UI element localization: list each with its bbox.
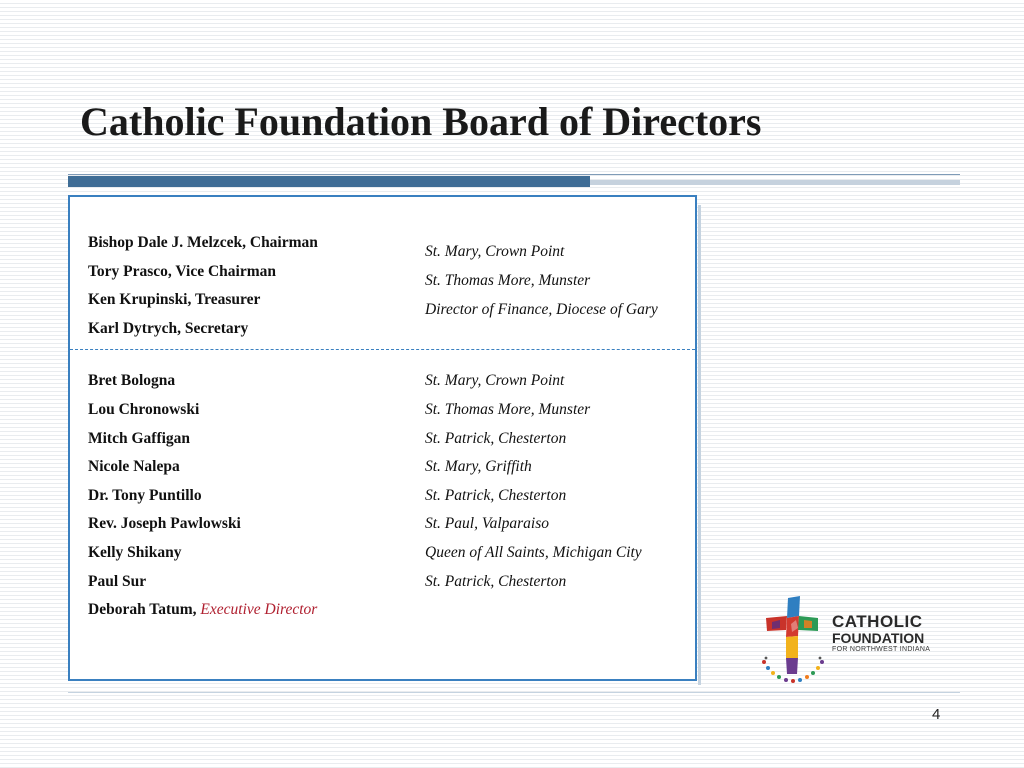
- member-name: Paul Sur: [88, 573, 147, 590]
- officer-name: Tory Prasco, Vice Chairman: [88, 263, 276, 280]
- member-affiliation: St. Mary, Crown Point: [425, 372, 565, 389]
- member-name: Bret Bologna: [88, 372, 176, 389]
- board-panel: [68, 195, 697, 681]
- member-affiliation: St. Paul, Valparaiso: [425, 515, 550, 532]
- member-affiliation: St. Mary, Griffith: [425, 458, 532, 475]
- member-affiliation: St. Patrick, Chesterton: [425, 430, 567, 447]
- page-number: 4: [932, 706, 941, 723]
- member-name: Mitch Gaffigan: [88, 430, 191, 447]
- officer-name: Karl Dytrych, Secretary: [88, 320, 249, 337]
- member-affiliation: St. Thomas More, Munster: [425, 401, 591, 418]
- officer-affiliation: St. Mary, Crown Point: [425, 243, 565, 260]
- slide-title: Catholic Foundation Board of Directors: [80, 99, 762, 144]
- member-name: Dr. Tony Puntillo: [88, 487, 202, 504]
- member-affiliation: St. Patrick, Chesterton: [425, 487, 567, 504]
- member-name: Nicole Nalepa: [88, 458, 180, 475]
- officer-affiliation: St. Thomas More, Munster: [425, 272, 591, 289]
- title-rule: [68, 174, 960, 175]
- officer-affiliation: Director of Finance, Diocese of Gary: [425, 301, 658, 318]
- logo-text-tagline: FOR NORTHWEST INDIANA: [832, 646, 931, 653]
- logo-text-catholic: CATHOLIC: [832, 612, 923, 631]
- panel-shadow: [698, 205, 701, 685]
- accent-bar: [68, 176, 590, 187]
- member-affiliation: Queen of All Saints, Michigan City: [425, 544, 642, 561]
- officer-name: Ken Krupinski, Treasurer: [88, 291, 261, 308]
- member-name: Lou Chronowski: [88, 401, 200, 418]
- accent-bar-light: [590, 180, 960, 185]
- member-name: Kelly Shikany: [88, 544, 182, 561]
- member-affiliation: St. Patrick, Chesterton: [425, 573, 567, 590]
- logo-text-foundation: FOUNDATION: [832, 630, 925, 646]
- member-name: [88, 601, 317, 619]
- member-name: Rev. Joseph Pawlowski: [88, 515, 241, 532]
- section-divider: [70, 349, 695, 350]
- footer-rule: [68, 692, 960, 693]
- officer-name: Bishop Dale J. Melzcek, Chairman: [88, 234, 318, 251]
- member-name-text: Deborah Tatum,: [88, 601, 197, 618]
- member-role: Executive Director: [200, 601, 318, 618]
- cross-icon: [766, 596, 818, 674]
